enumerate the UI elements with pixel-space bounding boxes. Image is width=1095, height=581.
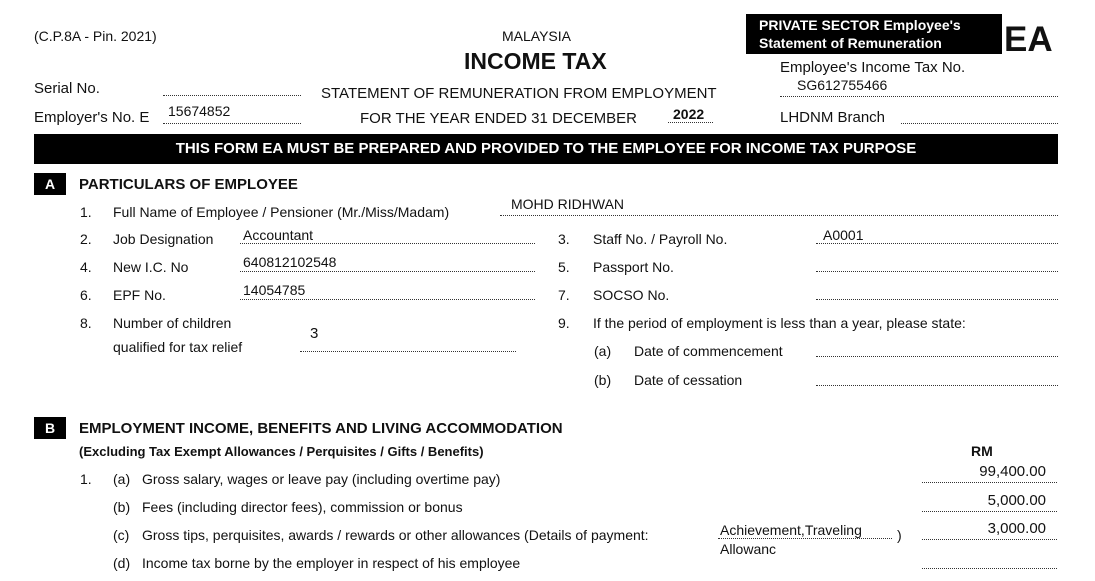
ic-no-dotted-line: [240, 271, 535, 272]
tips-close-paren: ): [897, 527, 902, 543]
form-ea-badge: EA: [1004, 20, 1053, 59]
private-box-line2: Statement of Remuneration: [759, 35, 942, 51]
item-key: (b): [113, 499, 131, 515]
lhdnm-field[interactable]: [901, 123, 1058, 124]
tips-details-line1[interactable]: Achievement,Traveling: [720, 522, 862, 538]
socso-no-label: SOCSO No.: [593, 287, 670, 303]
period-question: If the period of employment is less than a year, please state:: [593, 315, 966, 331]
children-label-line2: qualified for tax relief: [113, 339, 243, 355]
notice-text: THIS FORM EA MUST BE PREPARED AND PROVIDED TO THE EMPLOYEE FOR INCOME TAX PURPOSE: [175, 140, 917, 157]
cessation-field[interactable]: [816, 385, 1058, 386]
employer-no-value[interactable]: 15674852: [168, 103, 231, 119]
statement-line2: FOR THE YEAR ENDED 31 DECEMBER: [360, 110, 638, 127]
section-a-box: A: [34, 173, 66, 195]
children-label-line1: Number of children: [113, 315, 232, 331]
row-number: 9.: [558, 315, 570, 331]
period-key: (b): [594, 372, 612, 388]
employee-tax-dotted-line: [780, 96, 1058, 97]
item-key: (c): [113, 527, 130, 543]
row-number: 6.: [80, 287, 92, 303]
serial-label: Serial No.: [34, 80, 100, 97]
staff-no-label: Staff No. / Payroll No.: [593, 231, 728, 247]
passport-no-field[interactable]: [816, 271, 1058, 272]
notice-bar: [34, 134, 1058, 164]
currency-header: RM: [971, 443, 993, 459]
full-name-value[interactable]: MOHD RIDHWAN: [511, 196, 625, 212]
section-b-title: EMPLOYMENT INCOME, BENEFITS AND LIVING ACCOMMODATION: [79, 420, 563, 437]
job-designation-value[interactable]: Accountant: [243, 227, 314, 243]
socso-no-field[interactable]: [816, 299, 1058, 300]
form-code: (C.P.8A - Pin. 2021): [34, 28, 157, 44]
tips-details-line2: Allowanc: [720, 541, 777, 557]
period-key: (a): [594, 343, 612, 359]
private-sector-box: [746, 14, 1002, 54]
lhdnm-label: LHDNM Branch: [780, 109, 886, 126]
cessation-label: Date of cessation: [634, 372, 743, 388]
employee-tax-label: Employee's Income Tax No.: [780, 59, 966, 76]
row-number: 3.: [558, 231, 570, 247]
tax-borne-label: Income tax borne by the employer in respect of his employee: [142, 555, 521, 571]
gross-salary-dotted-line: [922, 482, 1057, 483]
commencement-field[interactable]: [816, 356, 1058, 357]
fees-dotted-line: [922, 511, 1057, 512]
employer-no-dotted-line: [163, 123, 301, 124]
row-number: 1.: [80, 204, 92, 220]
tips-dotted-line: [922, 539, 1057, 540]
private-box-line1: PRIVATE SECTOR Employee's: [759, 17, 961, 33]
serial-field[interactable]: [163, 95, 301, 96]
tips-label: Gross tips, perquisites, awards / rewards or other allowances (Details of payment:: [142, 527, 649, 543]
row-number: 7.: [558, 287, 570, 303]
staff-no-value[interactable]: A0001: [823, 227, 864, 243]
row-number: 1.: [80, 471, 92, 487]
epf-no-value[interactable]: 14054785: [243, 282, 306, 298]
full-name-dotted-line: [500, 215, 1058, 216]
children-value[interactable]: 3: [310, 325, 319, 342]
section-b-box: B: [34, 417, 66, 439]
gross-salary-label: Gross salary, wages or leave pay (including overtime pay): [142, 471, 501, 487]
fees-label: Fees (including director fees), commission or bonus: [142, 499, 463, 515]
commencement-label: Date of commencement: [634, 343, 783, 359]
employer-no-label: Employer's No. E: [34, 109, 150, 126]
year-dotted-line: [668, 122, 713, 123]
ic-no-value[interactable]: 640812102548: [243, 254, 337, 270]
tips-details-dotted-line: [718, 538, 892, 539]
row-number: 4.: [80, 259, 92, 275]
item-key: (d): [113, 555, 131, 571]
tips-amount[interactable]: 3,000.00: [987, 520, 1046, 537]
children-dotted-line: [300, 351, 516, 352]
page-title: INCOME TAX: [464, 48, 607, 74]
staff-no-dotted-line: [816, 243, 1058, 244]
passport-no-label: Passport No.: [593, 259, 674, 275]
ic-no-label: New I.C. No: [113, 259, 189, 275]
section-a-title: PARTICULARS OF EMPLOYEE: [79, 176, 298, 193]
full-name-label: Full Name of Employee / Pensioner (Mr./Miss/Madam): [113, 204, 450, 220]
country-label: MALAYSIA: [502, 28, 571, 44]
item-key: (a): [113, 471, 131, 487]
fees-amount[interactable]: 5,000.00: [987, 492, 1046, 509]
epf-no-dotted-line: [240, 299, 535, 300]
section-b-subtitle: (Excluding Tax Exempt Allowances / Perquisites / Gifts / Benefits): [79, 444, 484, 459]
tax-borne-field[interactable]: [922, 568, 1057, 569]
row-number: 5.: [558, 259, 570, 275]
job-designation-dotted-line: [240, 243, 535, 244]
epf-no-label: EPF No.: [113, 287, 166, 303]
employee-tax-value[interactable]: SG612755466: [797, 77, 888, 93]
statement-line1: STATEMENT OF REMUNERATION FROM EMPLOYMENT: [321, 85, 717, 102]
job-designation-label: Job Designation: [113, 231, 214, 247]
year-value: 2022: [673, 106, 705, 122]
row-number: 2.: [80, 231, 92, 247]
row-number: 8.: [80, 315, 92, 331]
gross-salary-amount[interactable]: 99,400.00: [979, 463, 1046, 480]
